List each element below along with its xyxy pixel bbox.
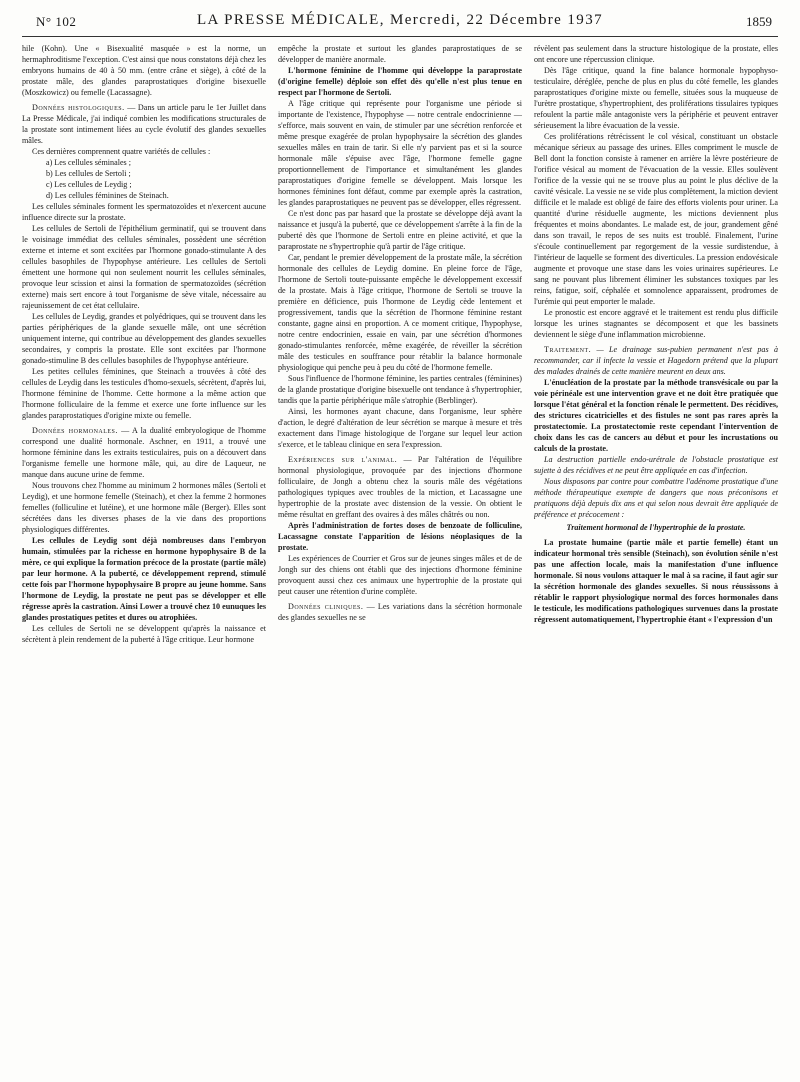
paragraph: Les expériences de Courrier et Gros sur de jeunes singes mâles et de de Jongh sur des chiens ont établi que des injections d'hormone féminine provoquent aussi chez ces animaux une hypertrophie de la prostate qui peut causer une rétention d'urine complète.: [278, 554, 522, 596]
list-item: b) Les cellules de Sertoli ;: [46, 169, 131, 178]
paragraph: Ainsi, les hormones ayant chacune, dans l'organisme, leur sphère d'action, le degré d'altération de leur sécrétion se marque à mesure et très exactement dans l'image histologique de l'organe sur lequel leur action s'exerce, et le tableau clinique en sera l'expression.: [278, 407, 522, 449]
paragraph: Les cellules de Leydig sont déjà nombreuses dans l'embryon humain, stimulées par la richesse en hormone hypophysaire B de la mère, ce qui explique la formation précoce de la prostate (partie mâle) par leur hormone. A la puberté, ce développement reprend, stimulé cette fois par l'hormone hypophysaire B propre au jeune homme. Sans l'hormone de Leydig, la prostate ne peut pas se développer et elle régresse après la castration. Ainsi Lower a trouvé chez 10 eunuques les glandes prostatiques petites et dures ou atrophiées.: [22, 536, 266, 622]
paragraph-text: — Les variations dans la sécrétion hormonale des glandes sexuelles ne se: [278, 602, 522, 622]
paragraph: Après l'administration de fortes doses de benzoate de folliculine, Lacassagne constate l'apparition de lésions néoplasiques de la prostate.: [278, 521, 522, 552]
paragraph: L'hormone féminine de l'homme qui développe la paraprostate (d'origine femelle) déploie son effet dès qu'elle n'est plus tenue en respect par l'hormone de Sertoli.: [278, 66, 522, 97]
paragraph: Ce n'est donc pas par hasard que la prostate se développe déjà avant la naissance et jusqu'à la puberté, que ce développement s'arrête à la fin de la puberté dès que l'hormone de Sertoli entre en pleine activité, et que la paraprostate ne s'hypertrophie qu'à partir de l'âge critique.: [278, 209, 522, 251]
paragraph: L'énucléation de la prostate par la méthode transvésicale ou par la voie périnéale est une intervention grave et ne doit être pratiquée que lorsque l'état général et la fonction rénale le permettent. Des récidives, des strictures cicatricielles et des fistules ne sont pas rares après la prostatectomie. La prostatectomie reste cependant l'intervention de choix dans les cas de cancers au début et pour les incrustations ou calculs de la prostate.: [534, 378, 778, 453]
paragraph: [278, 454, 522, 520]
page-number: 1859: [746, 14, 772, 29]
column-2: [278, 43, 522, 1073]
column-3: [534, 43, 778, 1073]
issue-number: N° 102: [36, 14, 77, 29]
paragraph-text: — Dans un article paru le 1er Juillet dans La Presse Médicale, j'ai indiqué combien les modifications structurales de la prostate sont intimement liées au cycle évolutif des glandes sexuelles mâles.: [22, 103, 266, 145]
paragraph: [22, 425, 266, 480]
list-item: c) Les cellules de Leydig ;: [46, 180, 132, 189]
text-columns: [22, 43, 778, 1073]
paragraph-text: — Par l'altération de l'équilibre hormonal physiologique, provoquée par des injections d'hormone folliculaire, de Jongh a obtenu chez la souris mâle des végétations pathologiques typiques avec troubles de la miction, et Lacassagne une hypertrophie de la prostate avec distension de la vessie. On obtient le même résultat en greffant des ovaires à des mâles châtrés ou non.: [278, 455, 522, 519]
column-1: [22, 43, 266, 1073]
section-heading: Données hormonales.: [32, 426, 118, 435]
paragraph-text: — Le drainage sus-pubien permanent n'est pas à recommander, car il infecte la vessie et Hagedorn prétend que la plupart des malades drainés de cette manière meurent en deux ans.: [534, 345, 778, 376]
paragraph: Les cellules de Sertoli de l'épithélium germinatif, qui se trouvent dans le voisinage immédiat des cellules séminales, possèdent une sécrétion externe et interne et sont excitées par l'hormone gonado-stimulante A des cellules basophiles de l'hypophyse antérieure. Les cellules de Sertoli émettent une hormone qui non seulement nourrit les cellules séminales, provoque leur scission et ainsi la formation de spermatozoïdes (sécrétion externe) mais sert encore à tout l'organisme de sève vitale, nécessaire au rajeunissement de cet état cellulaire.: [22, 224, 266, 310]
journal-title: LA PRESSE MÉDICALE, Mercredi, 22 Décembre 1937: [196, 12, 603, 28]
paragraph: Dès l'âge critique, quand la fine balance hormonale hypophyso-testiculaire, déréglée, penche de plus en plus du côté femelle, les glandes paraprostatiques d'origine mixte ou femelle, situées sous la muqueuse de l'urètre prostatique, s'hypertrophient, des proliférations tissulaires typiques refoulent la partie mâle antagoniste vers la périphérie et peuvent entraver sérieusement la libre évacuation de la vessie.: [534, 66, 778, 130]
section-heading: Expériences sur l'animal.: [288, 455, 398, 464]
paragraph-text: — A la dualité embryologique de l'homme correspond une dualité hormonale. Aschner, en 1911, a trouvé une hormone féminine dans les extraits testiculaires, puis on a découvert dans l'organisme femelle une hormone mâle, qui, au dire de Laqueur, ne manque dans aucune urine de femme.: [22, 426, 266, 479]
list-item: d) Les cellules féminines de Steinach.: [46, 191, 169, 200]
section-heading: Données cliniques.: [288, 602, 364, 611]
paragraph: [534, 344, 778, 377]
paragraph: [22, 102, 266, 146]
paragraph: Les cellules de Sertoli ne se développent qu'après la naissance et sécrètent à plein rendement de la puberté à l'âge critique. Leur hormone: [22, 624, 266, 644]
paragraph: A l'âge critique qui représente pour l'organisme une période si importante de l'existence, l'hypophyse — notre centrale endocrinienne — s'efforce, mais souvent en vain, de stimuler par une sécrétion renforcée et même presque exagérée de prolan hypophysaire la sécrétion des glandes sexuelles mâles en train de tarir. Si elle n'y parvient pas et si la source hormonale mâle s'épuise avec l'âge, l'hormone femelle gagne proportionnellement de l'importance et simultanément les glandes paraprostatiques d'origine femelle se développent. Mais lorsque les hormones féminines font défaut, comme par exemple après la castration, les glandes paraprostatiques ne peuvent pas se développer, elles régressent.: [278, 99, 522, 207]
paragraph: Car, pendant le premier développement de la prostate mâle, la sécrétion hormonale des cellules de Leydig domine. En pleine force de l'âge, l'hormone de Sertoli toute-puissante empêche le développement excessif de la prostate. Mais à l'âge critique, l'hormone de Sertoli se trouve la première en déficience, puis l'hormone de Leydig cède lentement et progressivement, tandis que la sécrétion de l'hormone féminine restant constante, gagne ainsi en proportion. A ce moment critique, l'hypophyse, notre centre endocrinien, essaie en vain, par une sécrétion d'hormones gonado-stimulantes renforcée, même exagérée, de réveiller la sécrétion mâle des testicules en souffrance pour rétablir la balance hormonale physiologique qui penche peu à peu du côté de l'hormone femelle.: [278, 253, 522, 372]
section-heading: Traitement.: [544, 345, 592, 354]
paragraph: Nous disposons par contre pour combattre l'adénome prostatique d'une méthode thérapeutique exempte de dangers que nous préconisons et pratiquons déjà depuis dix ans et qui selon nous devrait être appliquée de préférence et précocement :: [534, 477, 778, 519]
paragraph: La destruction partielle endo-urétrale de l'obstacle prostatique est sujette à des récidives et ne peut être appliquée en cas d'infection.: [534, 455, 778, 475]
subheading: Traitement hormonal de l'hypertrophie de la prostate.: [566, 523, 746, 532]
paragraph: Ces dernières comprennent quatre variétés de cellules :: [32, 147, 211, 156]
paragraph: Ces proliférations rétrécissent le col vésical, constituant un obstacle mécanique sérieux au passage des urines. Elles compriment le muscle de Bell dont la fonction consiste à ramener en arrière la lèvre postérieure de l'orifice vésical au moment de l'évacuation de la vessie. Elles soulèvent l'orifice de la vessie qui ne se trouve plus au point le plus déclive de la cavité vésicale. La vessie ne se vide plus complètement, la miction devient difficile et le malade est obligé de faire des efforts violents pour uriner. La quantité d'urine résiduelle augmente, les mictions deviennent plus fréquentes et moins abondantes. Le malade est, de jour, grandement gêné dans son travail, le repos de ses nuits est troublé. Finalement, l'urine s'écoule continuellement par regorgement de la vessie surdistendue, à l'intérieur de laquelle se forment des diverticules. La pression endovésicale augmente et provoque une stase dans les voies urinaires supérieures. Le sang ne pouvant plus librement éliminer les substances toxiques par les reins, fatigue, soif, céphalée et somnolence apparaissent, prodromes de l'urémie qui peut emporter le malade.: [534, 132, 778, 306]
paragraph: hile (Kohn). Une « Bisexualité masquée » est la norme, un hermaphroditisme l'exception. C'est ainsi que nous constatons déjà chez les embryons humains de 40 à 50 mm. (entre crâne et siège), à côté de la prostate mâle, des glandes paraprostatiques d'origine bisexuelle (Moszkowicz) ou femelle (Lacassagne).: [22, 44, 266, 97]
paragraph: empêche la prostate et surtout les glandes paraprostatiques de se développer de manière anormale.: [278, 44, 522, 64]
list-item: a) Les cellules séminales ;: [46, 158, 131, 167]
paragraph: Nous trouvons chez l'homme au minimum 2 hormones mâles (Sertoli et Leydig), et une hormone femelle (Steinach), et chez la femme 2 hormones femelles (folliculine et lutéine), et une hormone mâle (Berger). Elles sont sécrétées dans les diverses phases de la vie dans des proportions physiologiques différentes.: [22, 481, 266, 534]
paragraph: La prostate humaine (partie mâle et partie femelle) étant un indicateur hormonal très sensible (Steinach), son évolution sénile n'est pas une affection locale, mais la manifestation d'une influence hormonale. Si nous voulons attaquer le mal à sa racine, il faut agir sur la sécrétion hormonale des glandes sexuelles. Si nous réussissons à rétablir le rapport physiologique normal des forces hormonales dans le testicule, les modifications pathologiques survenues dans la prostate régressent automatiquement, l'hypertrophie étant « l'expression d'un: [534, 538, 778, 624]
paragraph: Les petites cellules féminines, que Steinach a trouvées à côté des cellules de Leydig dans les testicules d'homo-sexuels, sécrètent, d'après lui, l'hormone féminine de l'homme. Cette hormone a la même action que l'hormone folliculaire de la femme et exerce une forte influence sur les glandes paraprostatiques d'origine mixte ou femelle.: [22, 367, 266, 420]
section-heading: Données histologiques.: [32, 103, 125, 112]
paragraph: Les cellules de Leydig, grandes et polyédriques, qui se trouvent dans les parties périphériques de la glande sexuelle mâle, ont une sécrétion uniquement interne, qui contribue au développement des glandes sexuelles secondaires, y compris la prostate. Elle sont excitées par l'hormone gonado-stimuline B des cellules basophiles de l'hypophyse antérieure.: [22, 312, 266, 365]
paragraph: Sous l'influence de l'hormone féminine, les parties centrales (féminines) de la glande prostatique d'origine bisexuelle ont tendance à s'hypertrophier, tandis que la partie périphérique mâle s'atrophie (Berblinger).: [278, 374, 522, 405]
paragraph: [278, 601, 522, 623]
paragraph: Les cellules séminales forment les spermatozoïdes et n'exercent aucune influence directe sur la prostate.: [22, 202, 266, 222]
paragraph: révèlent pas seulement dans la structure histologique de la prostate, elles ont encore une répercussion clinique.: [534, 44, 778, 64]
running-header: [22, 12, 778, 37]
paragraph: Le pronostic est encore aggravé et le traitement est rendu plus difficile lorsque les urines stagnantes se décomposent et que les bassinets deviennent le siège d'une inflammation microbienne.: [534, 308, 778, 339]
